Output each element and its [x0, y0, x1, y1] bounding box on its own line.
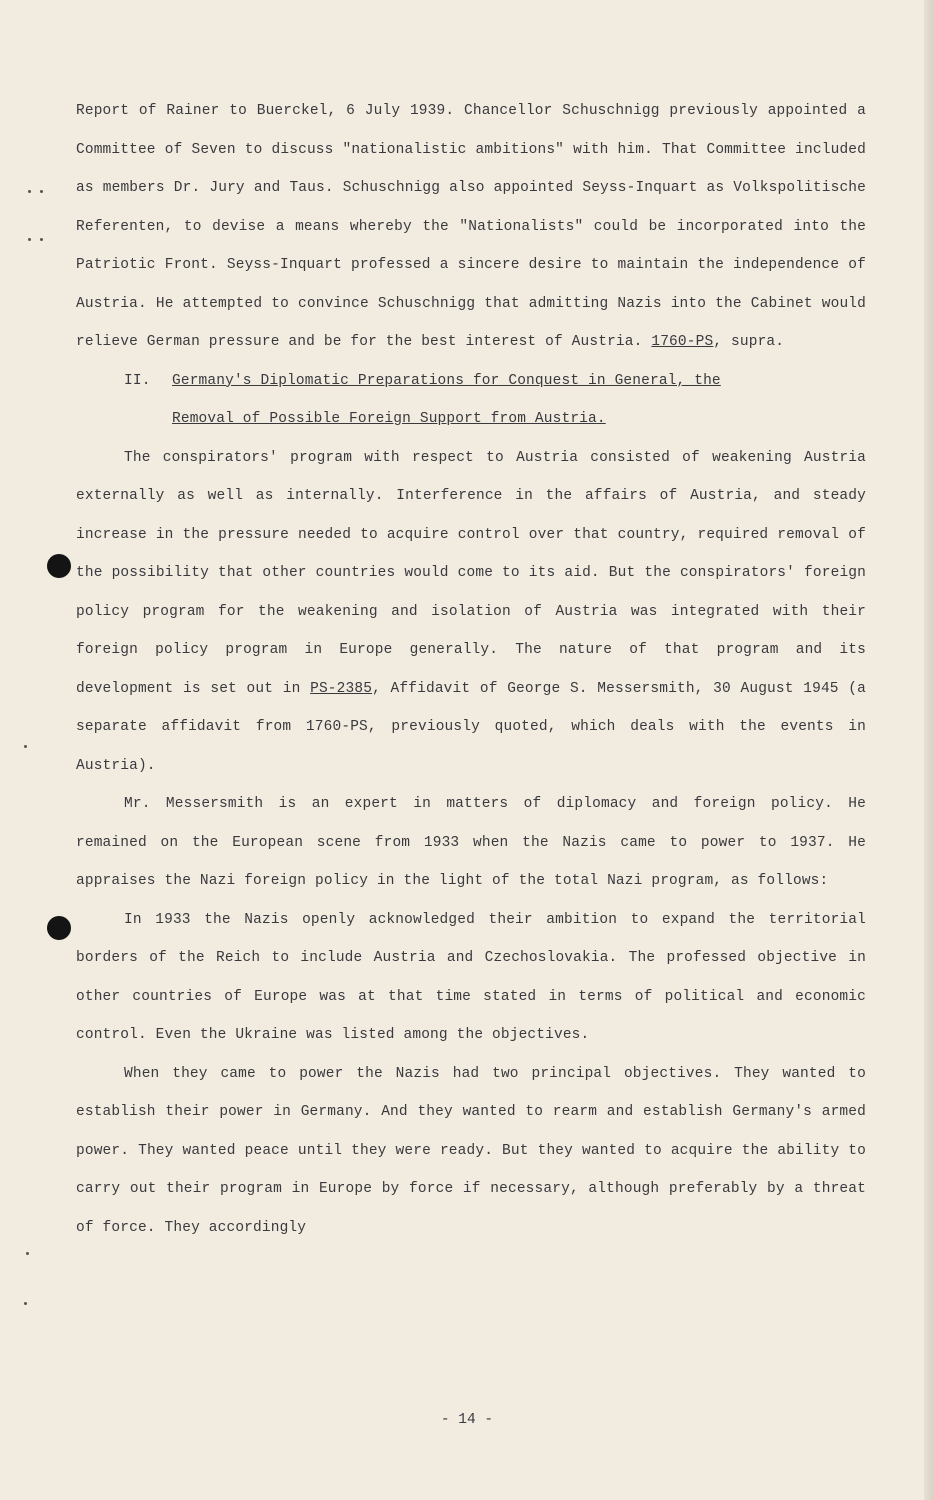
- page-number: - 14 -: [440, 1412, 494, 1428]
- reference-suffix: , supra.: [713, 334, 785, 350]
- section-heading-end: .: [596, 411, 606, 427]
- section-heading-line-1: Germany's Diplomatic Preparations for Conquest in General, the: [172, 372, 721, 389]
- margin-mark: [28, 238, 31, 241]
- document-reference: 1760-PS: [651, 334, 714, 350]
- section-heading: [76, 362, 866, 401]
- section-number: II.: [124, 372, 151, 389]
- section-heading-line-2: Removal of Possible Foreign Support from Austria: [172, 411, 597, 427]
- paragraph-1: [76, 92, 875, 362]
- margin-mark: [40, 190, 43, 193]
- quoted-paragraph-1: In 1933 the Nazis openly acknowledged their ambition to expand the territorial borders of the Reich to include Austria and Czechoslovakia. The professed objective in other countries of Europe was at that time stated in terms of political and economic control. Even the Ukraine was listed among the objectives.: [76, 911, 875, 1043]
- paragraph-1-text: Report of Rainer to Buerckel, 6 July 1939. Chancellor Schuschnigg previously appointed a Committee of Seven to discuss "nationalistic ambitions" with him. That Committee included as members Dr. Jury and Taus. Schuschnigg also appointed Seyss-Inquart as Volkspolitische Referenten, to devise a means whereby the "Nationalists" could be incorporated into the Patriotic Front. Seyss-Inquart professed a sincere desire to maintain the independence of Austria. He attempted to convince Schuschnigg that admitting Nazis into the Cabinet would relieve German pressure and be for the best interest of Austria.: [76, 103, 875, 350]
- quoted-paragraph-2: When they came to power the Nazis had two principal objectives. They wanted to establish their power in Germany. And they wanted to rearm and establish Germany's armed power. They wanted peace until they were ready. But they wanted to acquire the ability to carry out their program in Europe by force if necessary, although preferably by a threat of force. They accordingly: [76, 1065, 875, 1236]
- page-edge: [924, 0, 934, 1500]
- margin-mark: [24, 1302, 27, 1305]
- punch-hole: [47, 554, 71, 578]
- affidavit-reference: PS-2385: [310, 680, 373, 697]
- paragraph-2: [76, 439, 875, 786]
- margin-mark: [28, 190, 31, 193]
- punch-hole: [47, 916, 71, 940]
- paragraph-2-text: The conspirators' program with respect to Austria consisted of weakening Austria externally as well as internally. Interference in the affairs of Austria, and steady increase in the pressure needed to acquire control over that country, required removal of the possibility that other countries would come to its aid. But the conspirators' foreign policy program for the weakening and isolation of Austria was integrated with their foreign policy program in Europe generally. The nature of that program and its development is set out in: [76, 449, 875, 697]
- document-body: [76, 92, 875, 1247]
- margin-mark: [24, 745, 27, 748]
- paragraph-3: Mr. Messersmith is an expert in matters of diplomacy and foreign policy. He remained on the European scene from 1933 when the Nazis came to power to 1937. He appraises the Nazi foreign policy in the light of the total Nazi program, as follows:: [76, 796, 875, 889]
- paragraph-2-text-end: , Affidavit of George S. Messersmith, 30 August 1945 (a separate affidavit from 1760-PS, previously quoted, which deals with the events in Austria).: [76, 680, 875, 774]
- margin-mark: [26, 1252, 29, 1255]
- section-heading-continued: [76, 400, 866, 439]
- margin-mark: [40, 238, 43, 241]
